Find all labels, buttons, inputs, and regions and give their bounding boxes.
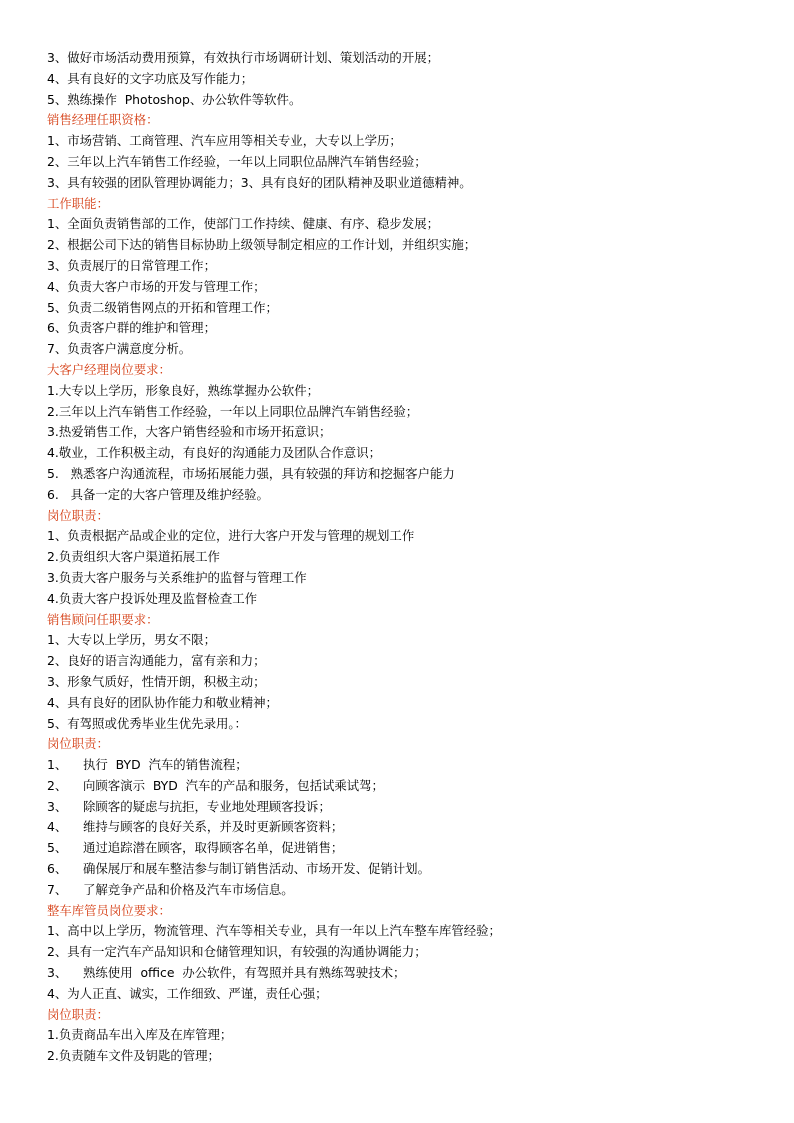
- list-item: 5. 熟悉客户沟通流程，市场拓展能力强，具有较强的拜访和挖掘客户能力: [47, 465, 455, 481]
- list-item: 3、具有较强的团队管理协调能力；3、具有良好的团队精神及职业道德精神。: [47, 174, 472, 190]
- section-heading: 整车库管员岗位要求：: [47, 902, 171, 918]
- list-item: 4、具有良好的团队协作能力和敬业精神；: [47, 694, 278, 710]
- list-item: 3、 熟练使用 office 办公软件，有驾照并具有熟练驾驶技术；: [47, 965, 406, 981]
- list-item: 5、有驾照或优秀毕业生优先录用。：: [47, 715, 247, 731]
- section-heading: 销售顾问任职要求：: [47, 611, 159, 627]
- list-item: 2、三年以上汽车销售工作经验，一年以上同职位品牌汽车销售经验；: [47, 153, 427, 169]
- list-item: 7、 了解竞争产品和价格及汽车市场信息。: [47, 881, 294, 897]
- section-heading: 岗位职责：: [47, 1006, 109, 1022]
- list-item: 3.负责大客户服务与关系维护的监督与管理工作: [47, 569, 307, 585]
- list-item: 4、为人正直、诚实，工作细致、严谨，责任心强；: [47, 985, 328, 1001]
- section-heading: 大客户经理岗位要求：: [47, 361, 171, 377]
- list-item: 1.大专以上学历，形象良好，熟练掌握办公软件；: [47, 382, 320, 398]
- list-item: 6、 确保展厅和展车整洁参与制订销售活动、市场开发、促销计划。: [47, 861, 430, 877]
- list-item: 4、 维持与顾客的良好关系，并及时更新顾客资料；: [47, 819, 344, 835]
- list-item: 3、 除顾客的疑虑与抗拒，专业地处理顾客投诉；: [47, 798, 331, 814]
- list-item: 4.敬业，工作积极主动，有良好的沟通能力及团队合作意识；: [47, 445, 381, 461]
- section-heading: 工作职能：: [47, 195, 109, 211]
- list-item: 3、做好市场活动费用预算，有效执行市场调研计划、策划活动的开展；: [47, 50, 439, 65]
- list-item: 2.三年以上汽车销售工作经验，一年以上同职位品牌汽车销售经验；: [47, 403, 419, 419]
- list-item: 5、 通过追踪潜在顾客，取得顾客名单，促进销售；: [47, 840, 344, 856]
- list-item: 7、负责客户满意度分析。: [47, 341, 192, 357]
- list-item: 2、 向顾客演示 BYD 汽车的产品和服务，包括试乘试驾；: [47, 777, 384, 793]
- list-item: 2.负责组织大客户渠道拓展工作: [47, 549, 220, 565]
- list-item: 3、形象气质好，性情开朗，积极主动；: [47, 673, 266, 689]
- list-item: 1、高中以上学历，物流管理、汽车等相关专业，具有一年以上汽车整车库管经验；: [47, 923, 501, 939]
- list-item: 1、大专以上学历，男女不限；: [47, 632, 216, 648]
- list-item: 2、良好的语言沟通能力，富有亲和力；: [47, 653, 266, 669]
- list-item: 4、具有良好的文字功底及写作能力；: [47, 70, 254, 86]
- section-heading: 销售经理任职资格：: [47, 112, 159, 128]
- list-item: 1、市场营销、工商管理、汽车应用等相关专业，大专以上学历；: [47, 133, 402, 149]
- list-item: 4、负责大客户市场的开发与管理工作；: [47, 278, 266, 294]
- list-item: 3、负责展厅的日常管理工作；: [47, 257, 216, 273]
- list-item: 1、负责根据产品或企业的定位，进行大客户开发与管理的规划工作: [47, 528, 415, 544]
- list-item: 1.负责商品车出入库及在库管理；: [47, 1027, 233, 1043]
- list-item: 5、负责二级销售网点的开拓和管理工作；: [47, 299, 278, 315]
- list-item: 2、具有一定汽车产品知识和仓储管理知识，有较强的沟通协调能力；: [47, 944, 427, 960]
- list-item: 5、熟练操作 Photoshop、办公软件等软件。: [47, 91, 302, 107]
- section-heading: 岗位职责：: [47, 736, 109, 752]
- list-item: 2.负责随车文件及钥匙的管理；: [47, 1048, 220, 1064]
- list-item: 2、根据公司下达的销售目标协助上级领导制定相应的工作计划，并组织实施；: [47, 237, 477, 253]
- document-page: [47, 48, 767, 1067]
- list-item: 3.热爱销售工作，大客户销售经验和市场开拓意识；: [47, 424, 332, 440]
- list-item: 6. 具备一定的大客户管理及维护经验。: [47, 486, 269, 502]
- list-item: 4.负责大客户投诉处理及监督检查工作: [47, 590, 258, 606]
- list-item: 1、全面负责销售部的工作，使部门工作持续、健康、有序、稳步发展；: [47, 216, 439, 232]
- list-item: 6、负责客户群的维护和管理；: [47, 320, 216, 336]
- section-heading: 岗位职责：: [47, 507, 109, 523]
- list-item: 1、 执行 BYD 汽车的销售流程；: [47, 757, 248, 773]
